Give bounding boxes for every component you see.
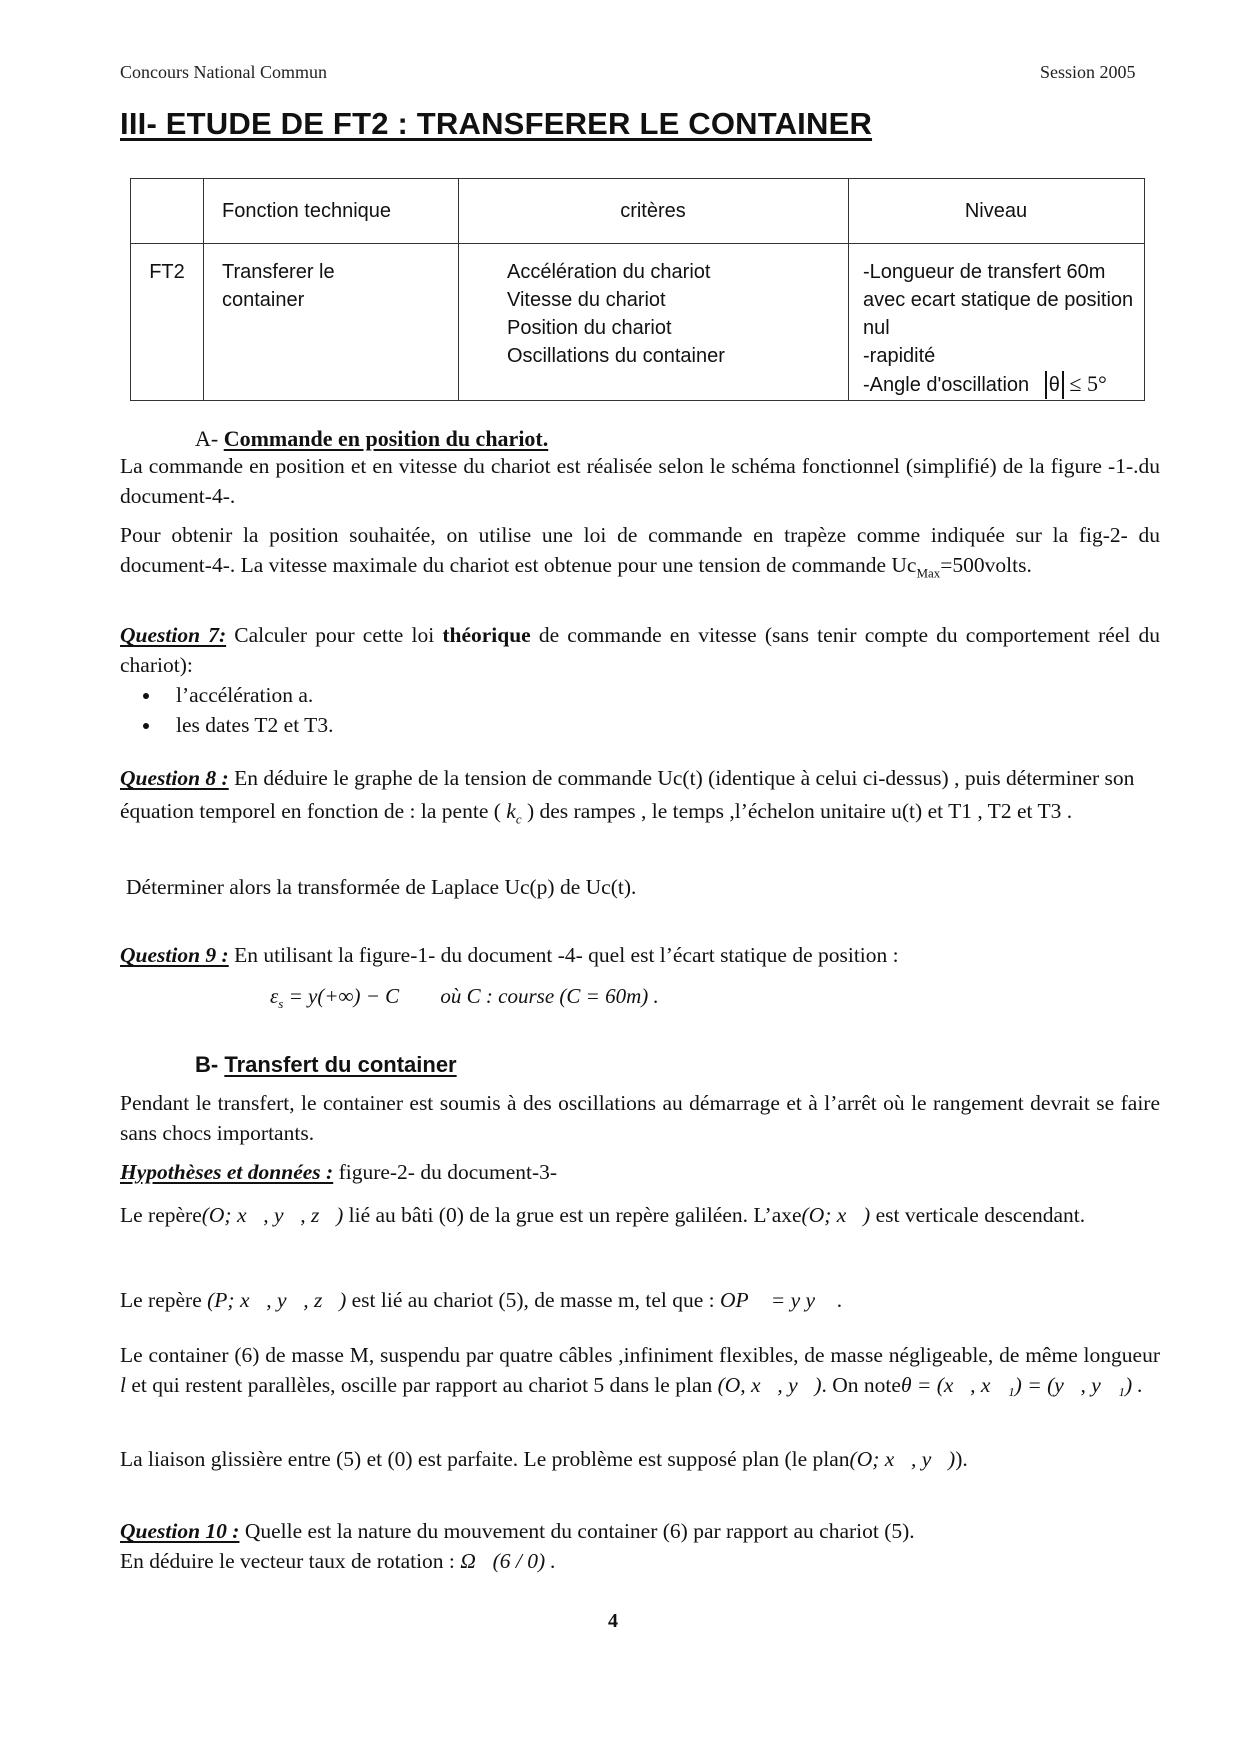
container-text-c: . On note — [821, 1373, 901, 1397]
container-plane: (O, x⃗, y⃗) — [717, 1373, 822, 1397]
question-10-text: Quelle est la nature du mouvement du container (6) par rapport au chariot (5). — [239, 1519, 915, 1543]
header-left: Concours National Commun — [120, 62, 327, 82]
table-header-function: Fonction technique — [204, 179, 459, 244]
list-item: • l’accélération a. — [162, 680, 1160, 710]
liaison-text-a: La liaison glissière entre (5) et (0) est parfaite. Le problème est supposé plan (le plan — [120, 1447, 850, 1471]
container-paragraph — [120, 1340, 1160, 1400]
question-10 — [120, 1516, 1160, 1576]
question-8-k: k — [506, 799, 516, 823]
container-text-b: et qui restent parallèles, oscille par rapport au chariot 5 dans le plan — [125, 1373, 718, 1397]
question-9 — [120, 940, 1160, 970]
level-line-angle — [863, 370, 1143, 399]
level-line: avec ecart statique de position nul — [863, 289, 1134, 339]
section-a-paragraph-1: La commande en position et en vitesse du chariot est réalisée selon le schéma fonctionnel (simplifié) de la figure -1-.du document-4-. — [120, 454, 1160, 508]
table-header-level: Niveau — [849, 179, 1145, 244]
section-a-paragraph-2 — [120, 520, 1160, 588]
angle-limit: ≤ 5° — [1069, 371, 1107, 396]
question-7-label: Question 7: — [120, 623, 227, 647]
frame-0-text-c: est verticale descendant. — [870, 1203, 1086, 1227]
p2-subscript: Max — [916, 565, 941, 581]
frame-5-text-b: est lié au chariot (5), de masse m, tel que : — [346, 1288, 720, 1312]
container-length: l — [120, 1373, 126, 1397]
frame-0-math: (O; x⃗, y⃗, z⃗) — [201, 1203, 344, 1227]
hypotheses-label: Hypothèses et données : — [120, 1160, 334, 1184]
container-text-a: Le container (6) de masse M, suspendu par quatre câbles ,infiniment flexibles, de masse négligeable, de même longueur — [120, 1343, 1160, 1367]
function-line: container — [222, 289, 305, 311]
criteria-line: Oscillations du container — [507, 345, 725, 367]
eq-course: où C : course (C = 60m) . — [440, 984, 659, 1008]
question-10-text-b: En déduire le vecteur taux de rotation : — [120, 1549, 461, 1573]
section-a-label: A- — [195, 426, 219, 451]
question-8 — [120, 762, 1160, 835]
level-line: -rapidité — [863, 345, 936, 367]
table-header-row — [131, 179, 1145, 244]
table-cell-code: FT2 — [131, 244, 204, 401]
frame-5-text-a: Le repère — [120, 1288, 208, 1312]
frame-0-axis: (O; x⃗) — [801, 1203, 871, 1227]
question-7-bold: théorique — [442, 623, 531, 647]
frame-5-paragraph — [120, 1285, 1160, 1315]
criteria-line: Accélération du chariot — [507, 261, 711, 283]
hypotheses-line — [120, 1157, 1160, 1187]
frame-0-text-b: lié au bâti (0) de la grue est un repère galiléen. L’axe — [343, 1203, 802, 1227]
section-b-title: Transfert du container — [224, 1052, 457, 1077]
list-item: • les dates T2 et T3. — [162, 710, 1160, 740]
question-8-text-a: En déduire le graphe de la tension de commande Uc(t) (identique à celui ci-dessus) , puis déterminer son équation temporel en fonction de : la pente ( — [120, 766, 1135, 823]
question-10-label: Question 10 : — [120, 1519, 240, 1543]
question-8-label: Question 8 : — [120, 766, 229, 790]
eq-body: = y(+∞) − C — [283, 984, 400, 1008]
frame-0-text-a: Le repère — [120, 1203, 202, 1227]
angle-symbol: θ — [1045, 371, 1064, 399]
eq-epsilon: ε — [270, 984, 279, 1008]
table-header-empty — [131, 179, 204, 244]
function-line: Transferer le — [222, 261, 335, 283]
eq-epsilon-sub: s — [278, 996, 284, 1012]
question-8-text-b: ) des rampes , le temps ,l’échelon unitaire u(t) et T1 , T2 et T3 . — [521, 799, 1073, 823]
question-7-list — [120, 680, 1160, 740]
liaison-plane: (O; x⃗, y⃗) — [849, 1447, 956, 1471]
question-9-text: En utilisant la figure-1- du document -4- quel est l’écart statique de position : — [228, 943, 899, 967]
section-a-title: Commande en position du chariot. — [223, 426, 549, 451]
hypotheses-text: figure-2- du document-3- — [333, 1160, 558, 1184]
section-a-heading — [195, 426, 548, 452]
criteria-line: Vitesse du chariot — [507, 289, 666, 311]
question-10-omega: Ω⃗(6 / 0) . — [460, 1549, 556, 1573]
question-8-k-sub: c — [515, 811, 522, 827]
table-cell-criteria — [459, 244, 849, 401]
section-b-paragraph-1: Pendant le transfert, le container est soumis à des oscillations au démarrage et à l’arrêt où le rangement devrait se faire sans chocs importants. — [120, 1091, 1160, 1145]
criteria-line: Position du chariot — [507, 317, 672, 339]
question-7-text-b: de commande en vitesse (sans tenir compte du comportement réel du chariot): — [120, 623, 1160, 677]
question-7 — [120, 620, 1160, 680]
frame-0-paragraph — [120, 1200, 1160, 1230]
section-title: III- ETUDE DE FT2 : TRANSFERER LE CONTAINER — [120, 106, 873, 141]
header-right: Session 2005 — [1040, 62, 1136, 82]
question-7-text-a: Calculer pour cette loi — [226, 623, 443, 647]
section-b-heading — [195, 1052, 457, 1078]
function-table — [130, 178, 1145, 401]
angle-label: -Angle d'oscillation — [863, 374, 1030, 396]
p2-text-b: =500volts. — [940, 553, 1032, 577]
page-number: 4 — [608, 1610, 618, 1632]
table-cell-level — [849, 244, 1145, 401]
container-theta: θ = (x⃗, x⃗₁) = (y⃗, y⃗₁) . — [900, 1373, 1143, 1397]
frame-5-op: OP⃗ = y y⃗ . — [720, 1288, 843, 1312]
question-8-laplace: Déterminer alors la transformée de Laplace Uc(p) de Uc(t). — [126, 875, 637, 899]
liaison-text-b: ). — [955, 1447, 968, 1471]
level-line: -Longueur de transfert 60m — [863, 261, 1106, 283]
table-header-criteria: critères — [459, 179, 849, 244]
table-cell-function — [204, 244, 459, 401]
p2-text-a: Pour obtenir la position souhaitée, on utilise une loi de commande en trapèze comme indiquée sur la fig-2- du document-4-. La vitesse maximale du chariot est obtenue pour une tension de commande Uc — [120, 523, 1160, 577]
frame-5-math: (P; x⃗, y⃗, z⃗) — [207, 1288, 347, 1312]
table-row — [131, 244, 1145, 401]
question-9-equation — [270, 984, 659, 1012]
liaison-paragraph — [120, 1444, 1160, 1474]
section-b-label: B- — [195, 1052, 219, 1077]
question-9-label: Question 9 : — [120, 943, 229, 967]
